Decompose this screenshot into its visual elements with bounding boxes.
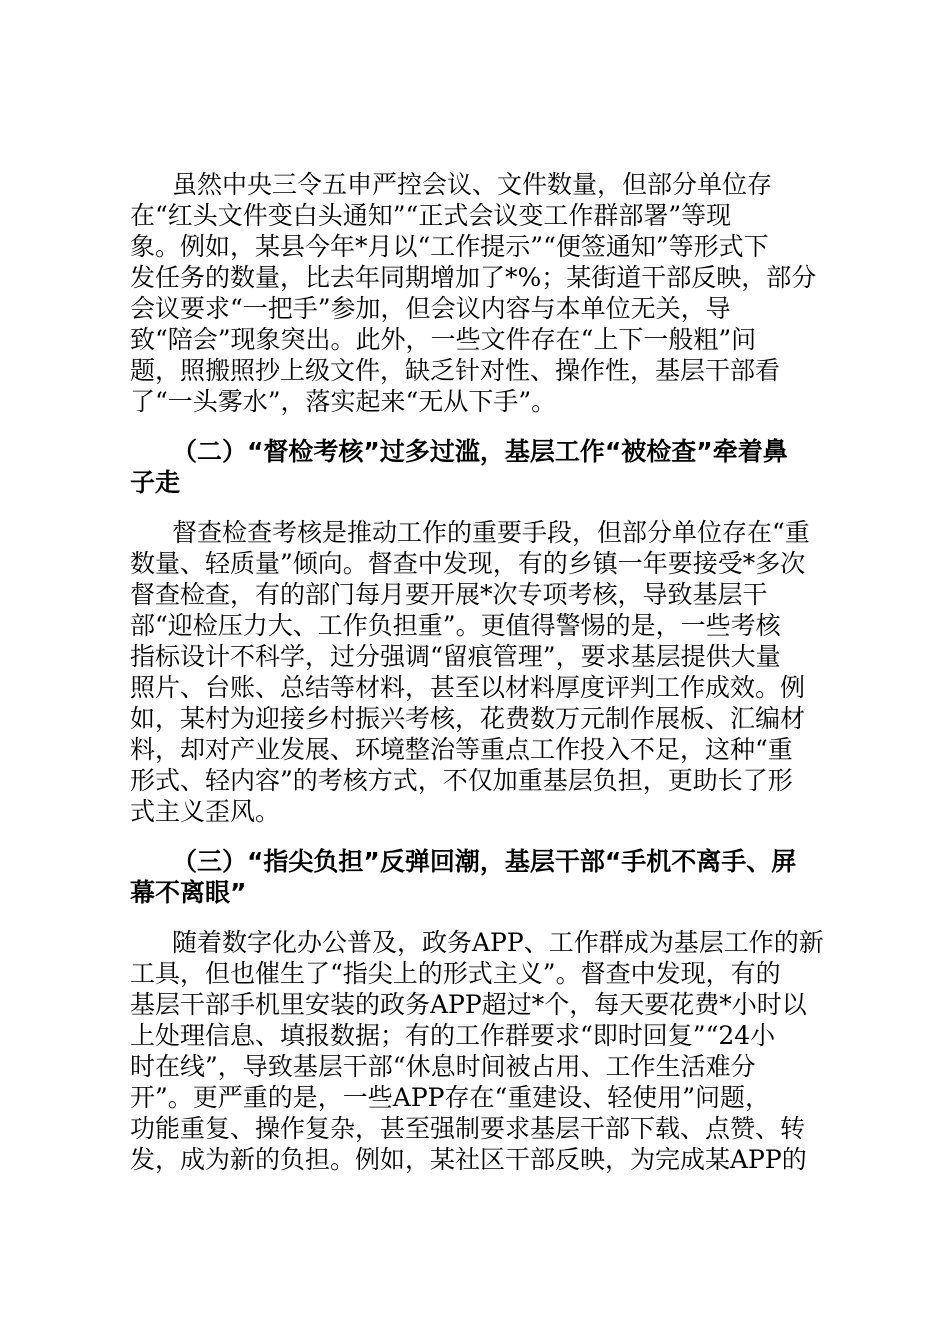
paragraph-line: 督查检查考核是推动工作的重要手段，但部分单位存在“重 <box>172 518 810 547</box>
paragraph-line: 象。例如，某县今年*月以“工作提示”“便签通知”等形式下 <box>130 232 769 261</box>
section-heading: 幕不离眼” <box>130 878 247 907</box>
paragraph-line: 致“陪会”现象突出。此外，一些文件存在“上下一般粗”问 <box>130 325 757 354</box>
paragraph-line: 部“迎检压力大、工作负担重”。更值得警惕的是，一些考核 <box>130 611 781 640</box>
paragraph-line: 上处理信息、填报数据；有的工作群要求“即时回复”“24小 <box>130 1021 776 1050</box>
paragraph-line: 开”。更严重的是，一些APP存在“重建设、轻使用”问题， <box>130 1083 771 1112</box>
paragraph-line: 时在线”，导致基层干部“休息时间被占用、工作生活难分 <box>130 1052 756 1081</box>
paragraph-line: 数量、轻质量”倾向。督查中发现，有的乡镇一年要接受*多次 <box>130 549 806 578</box>
section-heading: 子走 <box>130 468 181 497</box>
paragraph-line: 了“一头雾水”，落实起来“无从下手”。 <box>130 387 557 416</box>
paragraph-line: 督查检查，有的部门每月要开展*次专项考核，导致基层干 <box>130 580 768 609</box>
paragraph-line: 形式、轻内容”的考核方式，不仅加重基层负担，更助长了形 <box>130 766 793 795</box>
paragraph-line: 发，成为新的负担。例如，某社区干部反映，为完成某APP的 <box>130 1145 807 1174</box>
paragraph-line: 工具，但也催生了“指尖上的形式主义”。督查中发现，有的 <box>130 959 781 988</box>
paragraph-line: 发任务的数量，比去年同期增加了*%；某街道干部反映，部分 <box>130 263 817 292</box>
paragraph-line: 如，某村为迎接乡村振兴考核，花费数万元制作展板、汇编材 <box>130 704 806 733</box>
section-heading: （二）“督检考核”过多过滥，基层工作“被检查”牵着鼻 <box>172 437 788 466</box>
paragraph-line: 照片、台账、总结等材料，甚至以材料厚度评判工作成效。例 <box>130 673 806 702</box>
section-heading: （三）“指尖负担”反弹回潮，基层干部“手机不离手、屏 <box>172 847 797 876</box>
paragraph-line: 基层干部手机里安装的政务APP超过*个，每天要花费*小时以 <box>130 990 807 1019</box>
paragraph-line: 会议要求“一把手”参加，但会议内容与本单位无关，导 <box>130 294 731 323</box>
paragraph-line: 在“红头文件变白头通知”“正式会议变工作群部署”等现 <box>130 201 732 230</box>
paragraph-line: 指标设计不科学，过分强调“留痕管理”，要求基层提供大量 <box>130 642 781 671</box>
paragraph-line: 功能重复、操作复杂，甚至强制要求基层干部下载、点赞、转 <box>130 1114 806 1143</box>
paragraph-line: 料，却对产业发展、环境整治等重点工作投入不足，这种“重 <box>130 735 793 764</box>
paragraph-line: 随着数字化办公普及，政务APP、工作群成为基层工作的新 <box>172 928 824 957</box>
paragraph-line: 式主义歪风。 <box>130 797 281 826</box>
paragraph-line: 虽然中央三令五申严控会议、文件数量，但部分单位存 <box>172 170 773 199</box>
paragraph-line: 题，照搬照抄上级文件，缺乏针对性、操作性，基层干部看 <box>130 356 781 385</box>
